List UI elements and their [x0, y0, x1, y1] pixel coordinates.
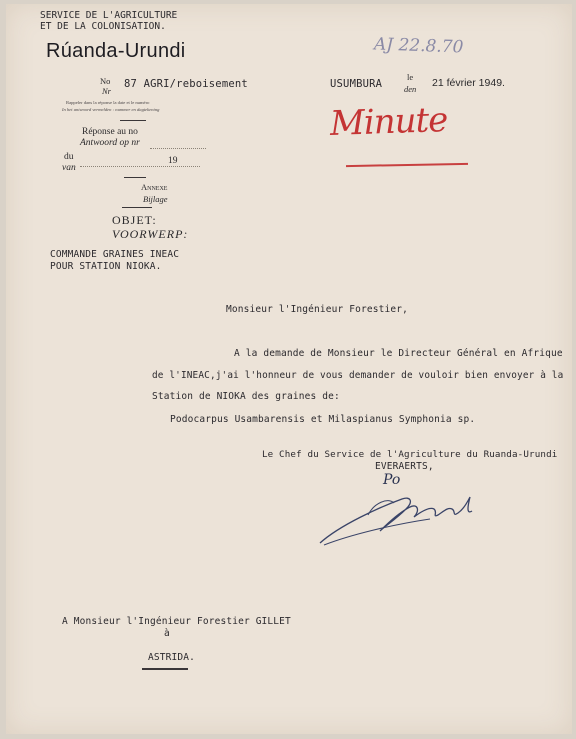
van-label: van	[62, 163, 76, 173]
subject-line-1: COMMANDE GRAINES INEAC	[50, 249, 180, 260]
recipient-line-1: A Monsieur l'Ingénieur Forestier GILLET	[62, 616, 291, 627]
date-label-nl: den	[404, 84, 417, 94]
number-label-nl: Nr	[102, 86, 111, 96]
reference-number: 87 AGRI/reboisement	[124, 78, 248, 90]
year-prefix: 19	[168, 156, 178, 166]
annex-label: Annexe	[141, 182, 168, 192]
service-line-1: SERVICE DE L'AGRICULTURE	[40, 10, 178, 21]
object-label: OBJET:	[112, 213, 157, 227]
species-list: Podocarpus Usambarensis et Milaspianus Symphonia sp.	[170, 414, 476, 425]
subject	[50, 249, 179, 273]
divider	[124, 177, 146, 178]
archive-reference: AJ 22.8.70	[373, 34, 464, 58]
reply-line	[150, 148, 206, 149]
date-label: le	[407, 72, 414, 82]
po-mark: Po	[383, 472, 401, 488]
service-line-2: ET DE LA COLONISATION.	[40, 21, 166, 32]
annex-label-nl: Bijlage	[143, 194, 168, 204]
paragraph-line-2: de l'INEAC,j'ai l'honneur de vous demander de vouloir bien envoyer à la	[152, 370, 564, 381]
paragraph-line-3: Station de NIOKA des graines de:	[152, 391, 340, 402]
number-label: No	[100, 76, 111, 86]
place-name: USUMBURA	[330, 78, 383, 90]
paragraph-line-1: A la demande de Monsieur le Directeur Général en Afrique	[234, 348, 563, 359]
signer-name: EVERAERTS,	[375, 461, 434, 472]
salutation: Monsieur l'Ingénieur Forestier,	[226, 304, 408, 315]
reminder-fr: Rappeler dans la réponse la date et le numéro	[66, 100, 150, 105]
divider	[122, 207, 152, 208]
object-label-nl: VOORWERP:	[112, 227, 189, 241]
divider	[142, 668, 188, 670]
signature	[310, 485, 490, 551]
recipient-city: ASTRIDA.	[148, 652, 195, 663]
minute-stamp: Minute	[329, 99, 448, 145]
letter-date: 21 février 1949.	[432, 77, 505, 89]
reminder-nl: In het antwoord vermelden : nummer en dagtekening	[62, 107, 160, 112]
subject-line-2: POUR STATION NIOKA.	[50, 261, 162, 272]
service-heading	[40, 10, 177, 32]
recipient-line-2: à	[164, 628, 170, 639]
reply-label: Réponse au no	[82, 127, 138, 137]
date-line	[80, 166, 200, 167]
signoff: Le Chef du Service de l'Agriculture du Ruanda-Urundi	[262, 449, 558, 460]
divider	[120, 120, 146, 121]
reply-label-nl: Antwoord op nr	[80, 138, 140, 148]
du-label: du	[64, 152, 74, 162]
territory-title: Rúanda-Urundi	[46, 40, 186, 62]
